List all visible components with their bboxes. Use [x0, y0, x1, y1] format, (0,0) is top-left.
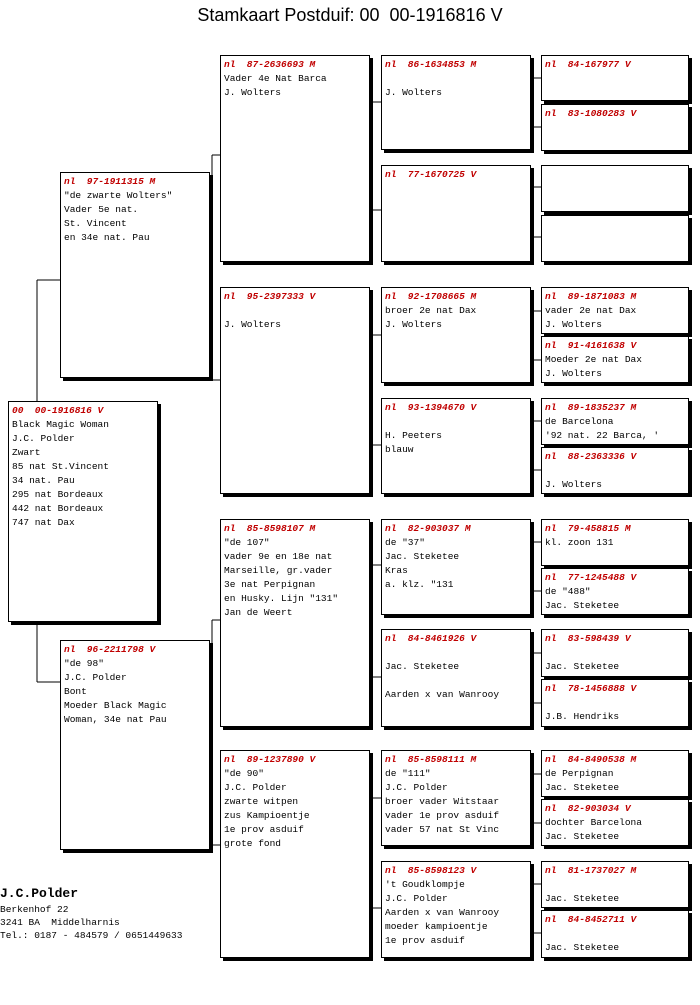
info-line: Aarden x van Wanrooy [385, 689, 500, 700]
connector-g910 [533, 542, 541, 591]
pedigree-box-dam [60, 640, 210, 850]
pedigree-box-g5 [541, 287, 689, 334]
info-line: Vader 4e Nat Barca [224, 73, 327, 84]
info-line: "de 107" [224, 537, 270, 548]
info-line: 3e nat Perpignan [224, 579, 316, 590]
pedigree-box-g12 [541, 679, 689, 727]
pedigree-box-g16 [541, 910, 689, 958]
connector-ss [372, 102, 381, 210]
info-line: 1e prov asduif [385, 935, 465, 946]
connector-g34 [533, 187, 541, 237]
info-line: Jac. Steketee [385, 551, 460, 562]
connector-g78 [533, 421, 541, 470]
info-line: Jac. Steketee [545, 942, 620, 953]
info-line [545, 646, 685, 660]
pedigree-box-sds [381, 287, 531, 383]
info-line: J.C. Polder [64, 672, 127, 683]
info-line: Jac. Steketee [545, 893, 620, 904]
info-line: vader 2e nat Dax [545, 305, 637, 316]
ring-number: nl 86-1634853 M [385, 59, 477, 70]
info-line: Vader 5e nat. [64, 204, 139, 215]
ring-number: nl 92-1708665 M [385, 291, 477, 302]
pedigree-box-dss [381, 519, 531, 615]
info-line: J. Wolters [224, 319, 282, 330]
connector-sd [372, 335, 381, 445]
pedigree-box-sire [60, 172, 210, 378]
connector-g1516 [533, 884, 541, 933]
info-line: Moeder 2e nat Dax [545, 354, 642, 365]
pedigree-box-ddd [381, 861, 531, 958]
pedigree-box-g9 [541, 519, 689, 566]
connector-g1314 [533, 774, 541, 823]
ring-number: nl 89-1237890 V [224, 754, 316, 765]
pedigree-box-g2 [541, 104, 689, 151]
info-line: Jac. Steketee [385, 661, 460, 672]
info-line: J. Wolters [545, 319, 603, 330]
info-line: moeder kampioentje [385, 921, 488, 932]
connector-dam [212, 620, 220, 845]
info-line [545, 696, 685, 710]
pedigree-box-dds [381, 750, 531, 846]
pedigree-box-g13 [541, 750, 689, 797]
info-line: St. Vincent [64, 218, 127, 229]
pedigree-box-g8 [541, 447, 689, 494]
info-line: Black Magic Woman [12, 419, 109, 430]
owner-phone: Tel.: 0187 - 484579 / 0651449633 [0, 930, 183, 941]
info-line: Aarden x van Wanrooy [385, 907, 500, 918]
connector-g1112 [533, 653, 541, 703]
info-line [385, 646, 527, 660]
connector-g56 [533, 311, 541, 360]
ring-number: nl 95-2397333 V [224, 291, 316, 302]
pedigree-box-sdd [381, 398, 531, 494]
connector-g12 [533, 78, 541, 127]
info-line [545, 464, 685, 478]
info-line: 747 nat Dax [12, 517, 75, 528]
info-line: zwarte witpen [224, 796, 299, 807]
pedigree-box-ssd [381, 165, 531, 262]
info-line: dochter Barcelona [545, 817, 642, 828]
info-line: '92 nat. 22 Barca, ' [545, 430, 660, 441]
ring-number: nl 89-1835237 M [545, 402, 637, 413]
info-line: J. Wolters [385, 319, 443, 330]
ring-number: nl 88-2363336 V [545, 451, 637, 462]
info-line: blauw [385, 444, 414, 455]
info-line [385, 72, 527, 86]
info-line: Jac. Steketee [545, 600, 620, 611]
info-line: J.C. Polder [385, 893, 448, 904]
info-line: Woman, 34e nat Pau [64, 714, 167, 725]
info-line: "de zwarte Wolters" [64, 190, 173, 201]
ring-number: nl 84-167977 V [545, 59, 631, 70]
ring-number: 00 00-1916816 V [12, 405, 104, 416]
connector-ds [372, 565, 381, 677]
owner-city: 3241 BA Middelharnis [0, 917, 120, 928]
pedigree-box-g3 [541, 165, 689, 212]
info-line: a. klz. "131 [385, 579, 454, 590]
info-line: 442 nat Bordeaux [12, 503, 104, 514]
pedigree-box-g11 [541, 629, 689, 677]
info-line: J.C. Polder [224, 782, 287, 793]
ring-number: nl 85-8598123 V [385, 865, 477, 876]
info-line [385, 674, 527, 688]
pedigree-box-dsd [381, 629, 531, 727]
connector-sire [212, 155, 220, 380]
ring-number: nl 84-8490538 M [545, 754, 637, 765]
ring-number: nl 91-4161638 V [545, 340, 637, 351]
info-line: 1e prov asduif [224, 824, 304, 835]
ring-number: nl 84-8461926 V [385, 633, 477, 644]
info-line: 34 nat. Pau [12, 475, 75, 486]
pedigree-box-g4 [541, 215, 689, 262]
ring-number: nl 87-2636693 M [224, 59, 316, 70]
connector-dd [372, 798, 381, 908]
info-line: Bont [64, 686, 87, 697]
ring-number [545, 218, 685, 232]
pedigree-box-g6 [541, 336, 689, 383]
pedigree-box-ss [220, 55, 370, 262]
pedigree-box-g15 [541, 861, 689, 908]
info-line: "de 98" [64, 658, 104, 669]
info-line: H. Peeters [385, 430, 443, 441]
info-line: J.C. Polder [12, 433, 75, 444]
info-line: broer vader Witstaar [385, 796, 500, 807]
pedigree-box-ds [220, 519, 370, 727]
info-line: J. Wolters [385, 87, 443, 98]
info-line: en 34e nat. Pau [64, 232, 150, 243]
ring-number: nl 77-1245488 V [545, 572, 637, 583]
info-line [545, 878, 685, 892]
info-line: Jac. Steketee [545, 782, 620, 793]
info-line: en Husky. Lijn "131" [224, 593, 339, 604]
info-line: Zwart [12, 447, 41, 458]
info-line: Jan de Weert [224, 607, 293, 618]
info-line: vader 9e en 18e nat [224, 551, 333, 562]
pedigree-box-self [8, 401, 158, 622]
ring-number: nl 89-1871083 M [545, 291, 637, 302]
pedigree-box-sd [220, 287, 370, 494]
info-line: J.C. Polder [385, 782, 448, 793]
info-line [224, 304, 366, 318]
info-line: 't Goudklompje [385, 879, 465, 890]
owner-info [0, 885, 182, 942]
info-line: J. Wolters [224, 87, 282, 98]
info-line: kl. zoon 131 [545, 537, 614, 548]
info-line: J. Wolters [545, 368, 603, 379]
ring-number: nl 79-458815 M [545, 523, 631, 534]
info-line: Moeder Black Magic [64, 700, 167, 711]
info-line [545, 927, 685, 941]
ring-number: nl 83-1080283 V [545, 108, 637, 119]
info-line: zus Kampioentje [224, 810, 310, 821]
info-line: J.B. Hendriks [545, 711, 620, 722]
pedigree-box-g1 [541, 55, 689, 101]
info-line: vader 57 nat St Vinc [385, 824, 500, 835]
info-line: "de 90" [224, 768, 264, 779]
ring-number: nl 97-1911315 M [64, 176, 156, 187]
ring-number: nl 96-2211798 V [64, 644, 156, 655]
ring-number: nl 82-903037 M [385, 523, 471, 534]
info-line: J. Wolters [545, 479, 603, 490]
info-line: de "111" [385, 768, 431, 779]
info-line: 295 nat Bordeaux [12, 489, 104, 500]
pedigree-box-g10 [541, 568, 689, 615]
info-line: grote fond [224, 838, 282, 849]
ring-number: nl 85-8598111 M [385, 754, 477, 765]
pedigree-box-sss [381, 55, 531, 150]
info-line: de Perpignan [545, 768, 614, 779]
info-line: de Barcelona [545, 416, 614, 427]
ring-number: nl 82-903034 V [545, 803, 631, 814]
page-title: Stamkaart Postduif: 00 00-1916816 V [197, 5, 503, 25]
pedigree-box-g14 [541, 799, 689, 846]
info-line: Jac. Steketee [545, 661, 620, 672]
info-line: Marseille, gr.vader [224, 565, 333, 576]
info-line [385, 415, 527, 429]
owner-address: Berkenhof 22 [0, 904, 69, 915]
pedigree-box-dd [220, 750, 370, 958]
info-line: broer 2e nat Dax [385, 305, 477, 316]
info-line: Jac. Steketee [545, 831, 620, 842]
ring-number: nl 93-1394670 V [385, 402, 477, 413]
ring-number: nl 84-8452711 V [545, 914, 637, 925]
info-line: de "37" [385, 537, 425, 548]
pedigree-box-g7 [541, 398, 689, 445]
ring-number [545, 168, 685, 182]
info-line: de "488" [545, 586, 591, 597]
ring-number: nl 85-8598107 M [224, 523, 316, 534]
ring-number: nl 78-1456888 V [545, 683, 637, 694]
info-line: vader 1e prov asduif [385, 810, 500, 821]
ring-number: nl 83-598439 V [545, 633, 631, 644]
info-line: Kras [385, 565, 408, 576]
info-line: 85 nat St.Vincent [12, 461, 109, 472]
owner-name: J.C.Polder [0, 886, 79, 901]
ring-number: nl 77-1670725 V [385, 169, 477, 180]
ring-number: nl 81-1737027 M [545, 865, 637, 876]
